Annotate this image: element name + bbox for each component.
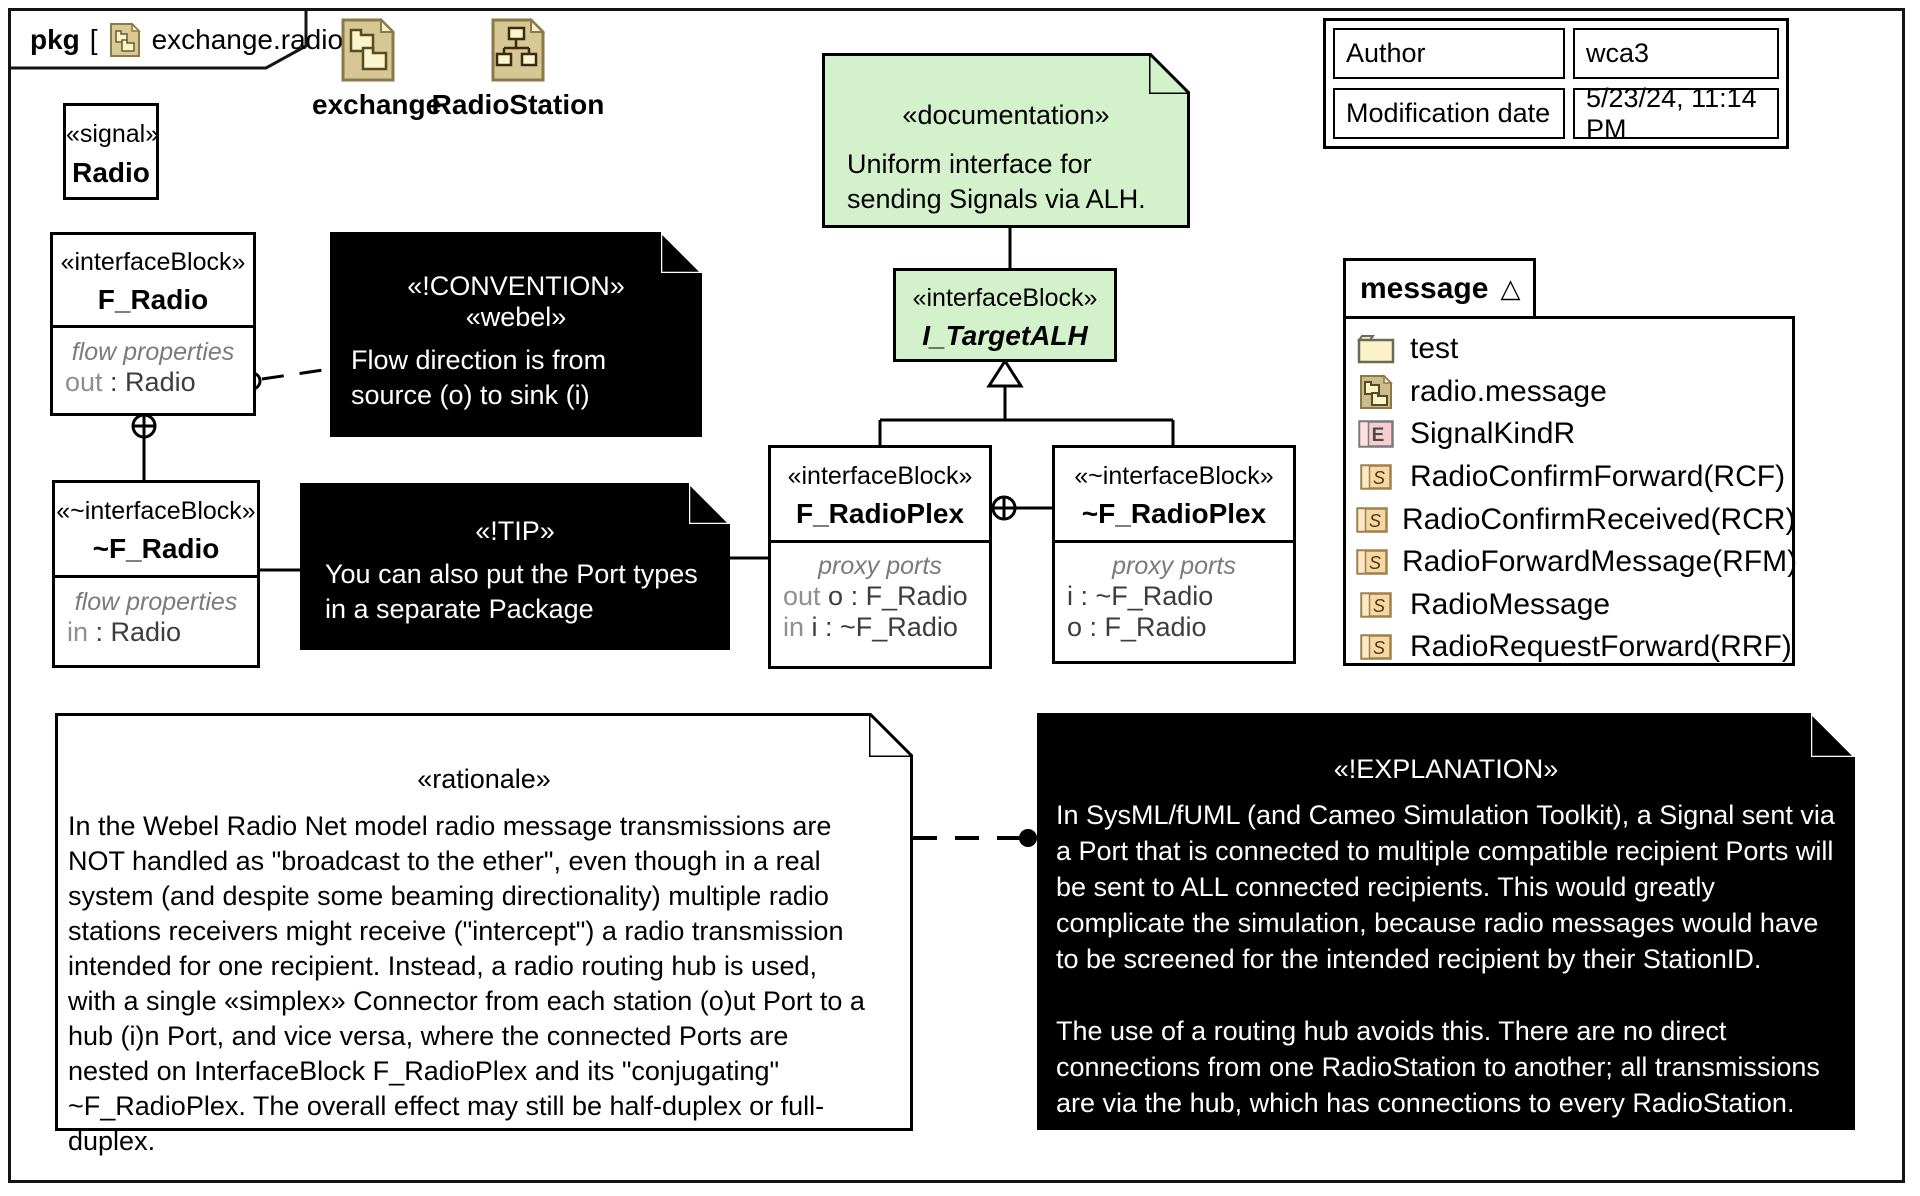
- radiostation-shortcut[interactable]: [420, 18, 616, 121]
- flow-properties-label: flow properties: [71, 338, 235, 366]
- radiostation-label: RadioStation: [431, 89, 605, 120]
- diagram-info-table[interactable]: [1323, 18, 1789, 149]
- documentation-body: Uniform interface for sending Signals via ALH.: [847, 149, 1146, 214]
- svg-text:E: E: [1371, 425, 1385, 447]
- list-item[interactable]: radio.message: [1356, 371, 1792, 414]
- i-targetalh-name: I_TargetALH: [922, 320, 1088, 351]
- explanation-paragraph-2: The use of a routing hub avoids this. There are no direct connections from one RadioStation to another; all transmissions are via the hub, which has connections to every RadioStation.: [1056, 1016, 1820, 1118]
- enumeration-icon: [1356, 420, 1396, 448]
- author-label: Author: [1333, 28, 1565, 79]
- i-targetalh-stereotype: «interfaceBlock»: [912, 284, 1098, 312]
- signal-stereotype: «signal»: [66, 120, 160, 148]
- message-package-body[interactable]: [1343, 316, 1798, 666]
- nf-radioplex-stereotype: «~interfaceBlock»: [1074, 462, 1274, 490]
- note-fold-corner: [661, 232, 702, 273]
- tip-stereotype: «!TIP»: [475, 516, 555, 546]
- diagram-name: exchange.radio: [151, 24, 344, 55]
- interfaceblock-nf-radio[interactable]: [52, 480, 260, 668]
- rationale-body: In the Webel Radio Net model radio message transmissions are NOT handled as "broadcast to the ether", even though in a real system (and despite some beaming directionality) multiple radio stations receivers might receive ("intercept") a radio transmission intended for one recipient. Instead, a radio routing hub is used, with a single «simplex» Connector from each station (o)ut Port to a hub (i)n Port, and vice versa, where the connected Ports are nested on InterfaceBlock F_RadioPlex and its "conjugating" ~F_RadioPlex. The overall effect may still be half-duplex or full-duplex.: [68, 811, 865, 1156]
- signal-icon: [1356, 464, 1396, 490]
- message-package-name: message: [1360, 271, 1489, 305]
- svg-text:S: S: [1372, 468, 1386, 489]
- signal-radio-block[interactable]: [63, 103, 159, 200]
- structure-document-icon: [491, 18, 545, 82]
- nf-radio-stereotype: «~interfaceBlock»: [56, 497, 256, 525]
- convention-body: Flow direction is from source (o) to sink (i): [351, 345, 607, 410]
- signal-icon: [1356, 507, 1388, 533]
- explanation-stereotype: «!EXPLANATION»: [1333, 754, 1559, 784]
- interfaceblock-f-radio[interactable]: [50, 232, 256, 416]
- nf-radio-name: ~F_Radio: [92, 533, 220, 564]
- signal-icon: [1356, 592, 1396, 618]
- note-fold-corner: [869, 713, 913, 757]
- svg-text:S: S: [1368, 553, 1382, 574]
- proxy-port: o : F_Radio: [1067, 612, 1207, 642]
- package-icon: [1356, 374, 1396, 410]
- proxy-port: i : ~F_Radio: [1067, 581, 1214, 611]
- svg-text:S: S: [1372, 638, 1386, 659]
- rationale-stereotype: «rationale»: [417, 764, 551, 794]
- flow-property: in : Radio: [67, 617, 182, 647]
- signal-name: Radio: [72, 157, 150, 188]
- bracket-open: [: [89, 24, 98, 55]
- documentation-note[interactable]: [822, 53, 1190, 228]
- exchange-label: exchange: [312, 89, 442, 120]
- webel-stereotype: «webel»: [465, 302, 567, 332]
- signal-icon: [1356, 634, 1396, 660]
- f-radioplex-name: F_RadioPlex: [795, 498, 965, 529]
- interfaceblock-f-radioplex[interactable]: [768, 445, 992, 669]
- note-fold-corner: [1811, 713, 1855, 757]
- flow-property: out : Radio: [65, 367, 196, 397]
- modification-date-row: [1333, 82, 1779, 144]
- author-value: wca3: [1573, 28, 1779, 79]
- message-package-tab[interactable]: [1343, 258, 1536, 319]
- f-radioplex-stereotype: «interfaceBlock»: [787, 462, 973, 490]
- list-item[interactable]: S RadioConfirmForward(RCF): [1356, 456, 1792, 499]
- interfaceblock-nf-radioplex[interactable]: [1052, 445, 1296, 664]
- tip-body: You can also put the Port types in a separate Package: [325, 559, 698, 624]
- list-item[interactable]: test: [1356, 328, 1792, 371]
- package-diagram-icon: [108, 22, 142, 58]
- signal-icon: [1356, 549, 1388, 575]
- note-fold-corner: [689, 483, 730, 524]
- folder-icon: [1356, 334, 1396, 364]
- list-item[interactable]: S RadioConfirmReceived(RCR): [1356, 498, 1792, 541]
- diagram-kind-label: pkg: [30, 24, 80, 55]
- proxy-ports-label: proxy ports: [818, 552, 942, 580]
- convention-stereotype: «!CONVENTION»: [407, 271, 625, 301]
- note-fold-corner: [1149, 53, 1190, 94]
- author-row: [1333, 28, 1779, 79]
- list-item[interactable]: S RadioRequestForward(RRF): [1356, 626, 1792, 669]
- rationale-note[interactable]: [55, 713, 913, 1156]
- proxy-port: in i : ~F_Radio: [783, 612, 958, 642]
- nf-radioplex-name: ~F_RadioPlex: [1081, 498, 1267, 529]
- convention-note[interactable]: [330, 232, 702, 437]
- flow-properties-label: flow properties: [74, 588, 238, 616]
- svg-text:S: S: [1368, 510, 1382, 531]
- explanation-note[interactable]: [1037, 713, 1855, 1130]
- list-item[interactable]: S RadioMessage: [1356, 584, 1792, 627]
- exchange-package-shortcut[interactable]: [312, 18, 442, 121]
- list-item[interactable]: E SignalKindR: [1356, 413, 1792, 456]
- proxy-port: out o : F_Radio: [783, 581, 968, 611]
- list-item[interactable]: S RadioForwardMessage(RFM): [1356, 541, 1792, 584]
- diagram-header-tab[interactable]: [8, 8, 344, 70]
- svg-text:S: S: [1372, 595, 1386, 616]
- f-radio-stereotype: «interfaceBlock»: [60, 248, 246, 276]
- proxy-ports-label: proxy ports: [1112, 552, 1236, 580]
- f-radio-name: F_Radio: [97, 284, 209, 315]
- package-document-icon: [341, 18, 395, 82]
- modification-date-value: 5/23/24, 11:14 PM: [1573, 88, 1779, 139]
- modification-date-label: Modification date: [1333, 88, 1565, 139]
- interfaceblock-i-targetalh[interactable]: [893, 268, 1117, 362]
- documentation-stereotype: «documentation»: [902, 100, 1110, 130]
- tip-note[interactable]: [300, 483, 730, 650]
- explanation-paragraph-1: In SysML/fUML (and Cameo Simulation Toolkit), a Signal sent via a Port that is connected to multiple compatible recipient Ports will be sent to ALL connected recipients. This would greatly complicate the simulation, because radio messages would have to be screened for the intended recipient by their StationID.: [1056, 800, 1835, 974]
- sort-triangle-icon[interactable]: △: [1500, 273, 1521, 303]
